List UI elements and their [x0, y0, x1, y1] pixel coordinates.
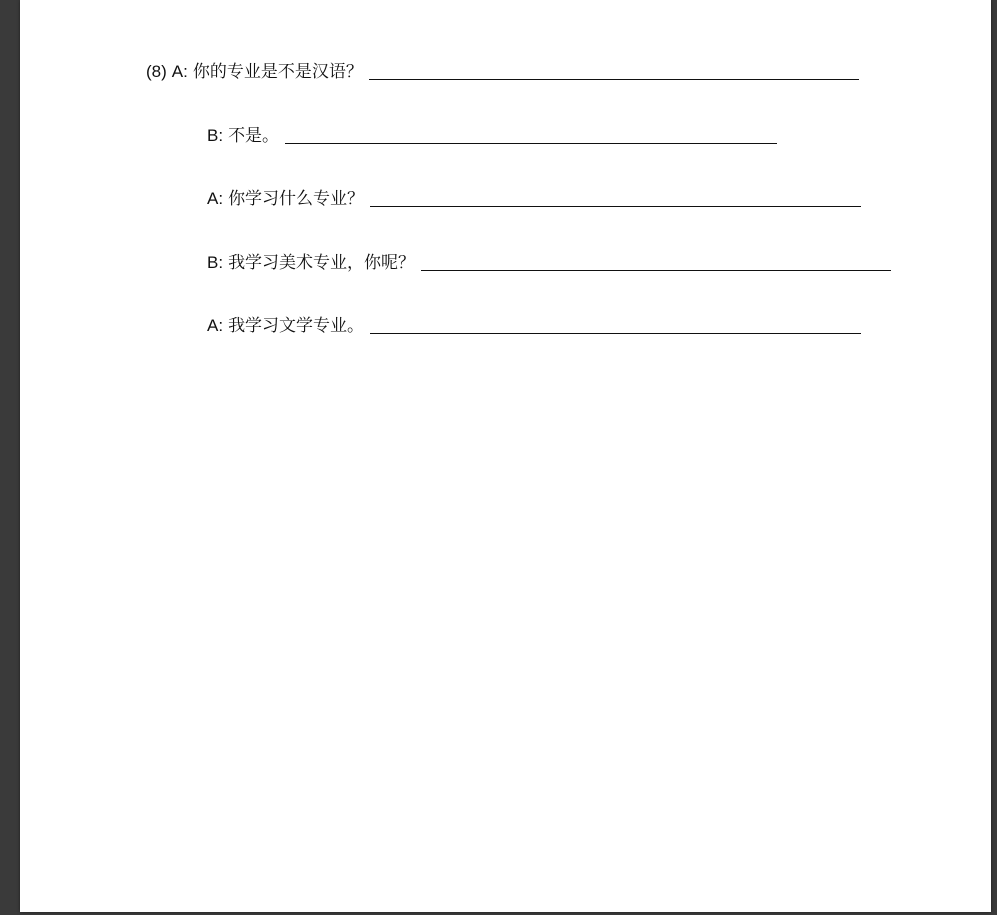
dialogue-line-3	[207, 189, 861, 209]
document-page	[20, 0, 991, 912]
answer-blank[interactable]	[421, 254, 891, 271]
dialogue-line-5	[207, 316, 861, 336]
exercise-number: (8)	[146, 62, 167, 81]
dialogue-text: 不是。	[228, 126, 280, 146]
speaker-label: B:	[207, 126, 224, 145]
dialogue-text: 你学习什么专业？	[228, 189, 365, 209]
speaker-label: A:	[207, 189, 224, 208]
answer-blank[interactable]	[370, 317, 861, 334]
speaker-label: A:	[207, 316, 224, 335]
speaker-label: B:	[207, 253, 224, 272]
dialogue-text: 你的专业是不是汉语？	[192, 62, 363, 82]
answer-blank[interactable]	[369, 63, 859, 80]
answer-blank[interactable]	[285, 127, 777, 144]
dialogue-line-1	[146, 62, 859, 82]
dialogue-line-2	[207, 126, 777, 146]
answer-blank[interactable]	[370, 190, 861, 207]
dialogue-text: 我学习文学专业。	[228, 316, 365, 336]
speaker-label: A:	[171, 62, 188, 81]
dialogue-text: 我学习美术专业，你呢？	[228, 253, 416, 273]
dialogue-line-4	[207, 253, 891, 273]
